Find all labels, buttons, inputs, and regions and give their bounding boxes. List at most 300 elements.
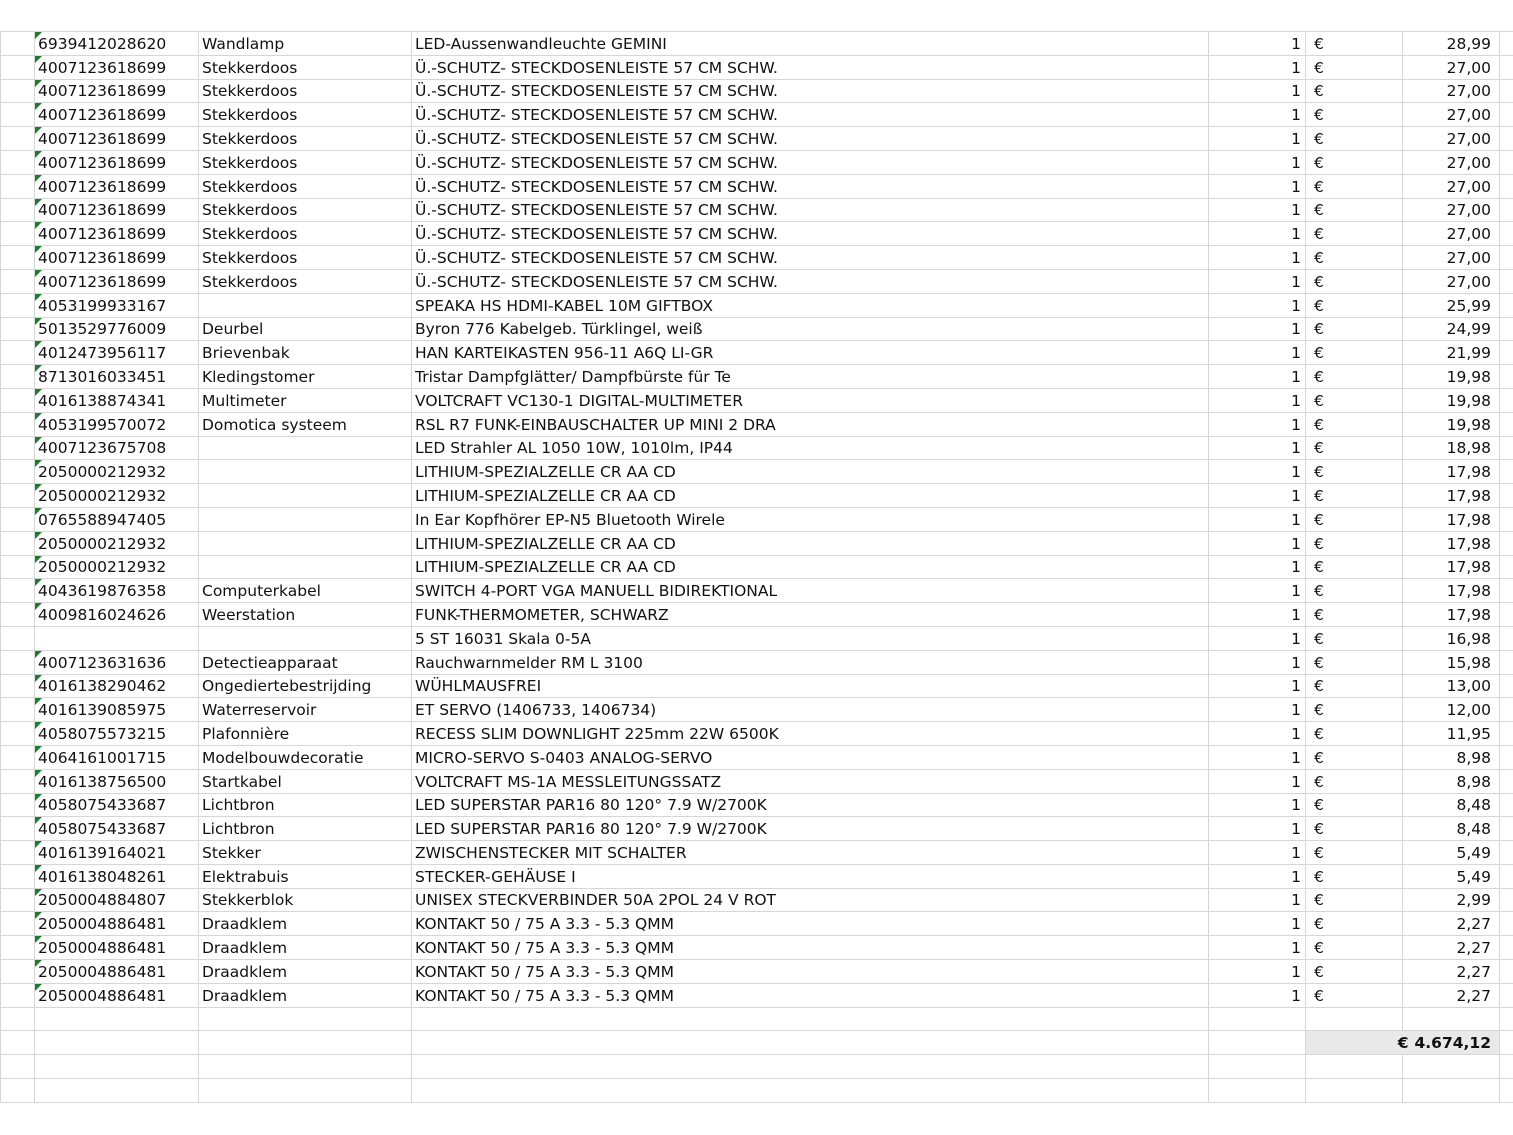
amount-cell[interactable]: 2,27 [1403, 912, 1500, 936]
currency-cell[interactable]: € [1306, 769, 1403, 793]
currency-cell[interactable]: € [1306, 365, 1403, 389]
quantity-cell[interactable]: 1 [1209, 864, 1306, 888]
description-cell[interactable]: Ü.-SCHUTZ- STECKDOSENLEISTE 57 CM SCHW. [412, 222, 1209, 246]
category-cell[interactable]: Modelbouwdecoratie [199, 745, 412, 769]
currency-cell[interactable]: € [1306, 436, 1403, 460]
category-cell[interactable]: Domotica systeem [199, 412, 412, 436]
amount-cell[interactable]: 11,95 [1403, 722, 1500, 746]
empty-cell[interactable] [1500, 745, 1513, 769]
currency-cell[interactable]: € [1306, 531, 1403, 555]
empty-cell[interactable] [1500, 55, 1513, 79]
category-cell[interactable]: Stekkerblok [199, 888, 412, 912]
empty-cell[interactable] [1500, 722, 1513, 746]
empty-cell[interactable] [1500, 912, 1513, 936]
quantity-cell[interactable]: 1 [1209, 341, 1306, 365]
ean-cell[interactable]: 4016138048261 [35, 864, 199, 888]
row-gutter-cell[interactable] [1, 198, 35, 222]
category-cell[interactable] [199, 293, 412, 317]
ean-cell[interactable]: 4016138756500 [35, 769, 199, 793]
amount-cell[interactable]: 8,48 [1403, 817, 1500, 841]
empty-cell[interactable] [1500, 174, 1513, 198]
ean-cell[interactable]: 2050004886481 [35, 983, 199, 1007]
currency-cell[interactable]: € [1306, 103, 1403, 127]
quantity-cell[interactable]: 1 [1209, 127, 1306, 151]
category-cell[interactable]: Lichtbron [199, 793, 412, 817]
currency-cell[interactable]: € [1306, 341, 1403, 365]
currency-cell[interactable]: € [1306, 579, 1403, 603]
quantity-cell[interactable]: 1 [1209, 484, 1306, 508]
amount-cell[interactable]: 19,98 [1403, 388, 1500, 412]
amount-cell[interactable]: 17,98 [1403, 603, 1500, 627]
quantity-cell[interactable]: 1 [1209, 293, 1306, 317]
ean-cell[interactable]: 4007123618699 [35, 246, 199, 270]
row-gutter-cell[interactable] [1, 412, 35, 436]
empty-cell[interactable] [1500, 150, 1513, 174]
empty-cell[interactable] [1500, 79, 1513, 103]
quantity-cell[interactable]: 1 [1209, 55, 1306, 79]
amount-cell[interactable]: 27,00 [1403, 174, 1500, 198]
quantity-cell[interactable]: 1 [1209, 817, 1306, 841]
row-gutter-cell[interactable] [1, 269, 35, 293]
quantity-cell[interactable]: 1 [1209, 436, 1306, 460]
row-gutter-cell[interactable] [1, 55, 35, 79]
quantity-cell[interactable]: 1 [1209, 579, 1306, 603]
ean-cell[interactable]: 4012473956117 [35, 341, 199, 365]
empty-cell[interactable] [1500, 555, 1513, 579]
description-cell[interactable]: ZWISCHENSTECKER MIT SCHALTER [412, 841, 1209, 865]
amount-cell[interactable]: 16,98 [1403, 626, 1500, 650]
description-cell[interactable]: RSL R7 FUNK-EINBAUSCHALTER UP MINI 2 DRA [412, 412, 1209, 436]
empty-cell[interactable] [1209, 1031, 1306, 1055]
category-cell[interactable]: Lichtbron [199, 817, 412, 841]
ean-cell[interactable]: 4053199933167 [35, 293, 199, 317]
currency-cell[interactable]: € [1306, 222, 1403, 246]
category-cell[interactable]: Multimeter [199, 388, 412, 412]
ean-cell[interactable]: 2050000212932 [35, 531, 199, 555]
quantity-cell[interactable]: 1 [1209, 460, 1306, 484]
currency-cell[interactable]: € [1306, 841, 1403, 865]
currency-cell[interactable]: € [1306, 793, 1403, 817]
currency-cell[interactable]: € [1306, 412, 1403, 436]
quantity-cell[interactable]: 1 [1209, 603, 1306, 627]
ean-cell[interactable]: 2050004884807 [35, 888, 199, 912]
currency-cell[interactable]: € [1306, 650, 1403, 674]
empty-cell[interactable] [1, 1055, 35, 1079]
empty-cell[interactable] [1500, 293, 1513, 317]
category-cell[interactable]: Kledingstomer [199, 365, 412, 389]
quantity-cell[interactable]: 1 [1209, 198, 1306, 222]
category-cell[interactable]: Deurbel [199, 317, 412, 341]
currency-cell[interactable]: € [1306, 484, 1403, 508]
currency-cell[interactable]: € [1306, 55, 1403, 79]
row-gutter-cell[interactable] [1, 365, 35, 389]
row-gutter-cell[interactable] [1, 745, 35, 769]
empty-cell[interactable] [1500, 1055, 1513, 1079]
empty-cell[interactable] [1500, 32, 1513, 56]
currency-cell[interactable]: € [1306, 32, 1403, 56]
description-cell[interactable]: Ü.-SCHUTZ- STECKDOSENLEISTE 57 CM SCHW. [412, 55, 1209, 79]
empty-cell[interactable] [199, 1079, 412, 1103]
ean-cell[interactable]: 4007123618699 [35, 222, 199, 246]
amount-cell[interactable]: 18,98 [1403, 436, 1500, 460]
empty-cell[interactable] [1, 1007, 35, 1031]
ean-cell[interactable]: 4007123675708 [35, 436, 199, 460]
category-cell[interactable] [199, 436, 412, 460]
quantity-cell[interactable]: 1 [1209, 246, 1306, 270]
empty-cell[interactable] [1500, 698, 1513, 722]
row-gutter-cell[interactable] [1, 484, 35, 508]
row-gutter-cell[interactable] [1, 769, 35, 793]
description-cell[interactable]: Ü.-SCHUTZ- STECKDOSENLEISTE 57 CM SCHW. [412, 198, 1209, 222]
category-cell[interactable]: Stekkerdoos [199, 222, 412, 246]
row-gutter-cell[interactable] [1, 531, 35, 555]
category-cell[interactable]: Stekkerdoos [199, 127, 412, 151]
description-cell[interactable]: KONTAKT 50 / 75 A 3.3 - 5.3 QMM [412, 936, 1209, 960]
currency-cell[interactable]: € [1306, 555, 1403, 579]
quantity-cell[interactable]: 1 [1209, 150, 1306, 174]
empty-cell[interactable] [1500, 531, 1513, 555]
amount-cell[interactable]: 24,99 [1403, 317, 1500, 341]
empty-cell[interactable] [1500, 1007, 1513, 1031]
currency-cell[interactable]: € [1306, 674, 1403, 698]
row-gutter-cell[interactable] [1, 722, 35, 746]
currency-cell[interactable]: € [1306, 150, 1403, 174]
category-cell[interactable]: Computerkabel [199, 579, 412, 603]
category-cell[interactable]: Wandlamp [199, 32, 412, 56]
quantity-cell[interactable]: 1 [1209, 103, 1306, 127]
empty-cell[interactable] [35, 1079, 199, 1103]
amount-cell[interactable]: 17,98 [1403, 507, 1500, 531]
empty-cell[interactable] [1500, 1031, 1513, 1055]
amount-cell[interactable]: 5,49 [1403, 864, 1500, 888]
quantity-cell[interactable]: 1 [1209, 793, 1306, 817]
ean-cell[interactable]: 4007123631636 [35, 650, 199, 674]
ean-cell[interactable]: 4016138290462 [35, 674, 199, 698]
description-cell[interactable]: Tristar Dampfglätter/ Dampfbürste für Te [412, 365, 1209, 389]
amount-cell[interactable]: 15,98 [1403, 650, 1500, 674]
empty-cell[interactable] [1209, 1055, 1306, 1079]
amount-cell[interactable]: 27,00 [1403, 55, 1500, 79]
category-cell[interactable]: Draadklem [199, 912, 412, 936]
currency-cell[interactable]: € [1306, 745, 1403, 769]
empty-cell[interactable] [1500, 793, 1513, 817]
row-gutter-cell[interactable] [1, 127, 35, 151]
amount-cell[interactable]: 12,00 [1403, 698, 1500, 722]
amount-cell[interactable]: 27,00 [1403, 198, 1500, 222]
empty-cell[interactable] [1500, 222, 1513, 246]
description-cell[interactable]: VOLTCRAFT MS-1A MESSLEITUNGSSATZ [412, 769, 1209, 793]
amount-cell[interactable]: 25,99 [1403, 293, 1500, 317]
row-gutter-cell[interactable] [1, 698, 35, 722]
empty-cell[interactable] [1500, 864, 1513, 888]
description-cell[interactable]: SWITCH 4-PORT VGA MANUELL BIDIREKTIONAL [412, 579, 1209, 603]
empty-cell[interactable] [199, 1007, 412, 1031]
amount-cell[interactable]: 27,00 [1403, 103, 1500, 127]
quantity-cell[interactable]: 1 [1209, 626, 1306, 650]
quantity-cell[interactable]: 1 [1209, 174, 1306, 198]
description-cell[interactable]: LITHIUM-SPEZIALZELLE CR AA CD [412, 531, 1209, 555]
amount-cell[interactable]: 19,98 [1403, 365, 1500, 389]
category-cell[interactable]: Ongediertebestrijding [199, 674, 412, 698]
empty-cell[interactable] [1500, 650, 1513, 674]
ean-cell[interactable]: 0765588947405 [35, 507, 199, 531]
category-cell[interactable]: Plafonnière [199, 722, 412, 746]
amount-cell[interactable]: 28,99 [1403, 32, 1500, 56]
empty-cell[interactable] [199, 1031, 412, 1055]
category-cell[interactable]: Stekkerdoos [199, 55, 412, 79]
empty-cell[interactable] [1500, 626, 1513, 650]
category-cell[interactable]: Brievenbak [199, 341, 412, 365]
currency-cell[interactable]: € [1306, 269, 1403, 293]
row-gutter-cell[interactable] [1, 507, 35, 531]
amount-cell[interactable]: 27,00 [1403, 222, 1500, 246]
empty-cell[interactable] [1500, 983, 1513, 1007]
category-cell[interactable]: Waterreservoir [199, 698, 412, 722]
amount-cell[interactable]: 27,00 [1403, 79, 1500, 103]
description-cell[interactable]: Ü.-SCHUTZ- STECKDOSENLEISTE 57 CM SCHW. [412, 79, 1209, 103]
category-cell[interactable]: Stekkerdoos [199, 174, 412, 198]
empty-cell[interactable] [1306, 1007, 1403, 1031]
ean-cell[interactable]: 4016138874341 [35, 388, 199, 412]
ean-cell[interactable]: 4016139164021 [35, 841, 199, 865]
category-cell[interactable]: Stekkerdoos [199, 246, 412, 270]
description-cell[interactable]: VOLTCRAFT VC130-1 DIGITAL-MULTIMETER [412, 388, 1209, 412]
ean-cell[interactable]: 4058075433687 [35, 817, 199, 841]
currency-cell[interactable]: € [1306, 960, 1403, 984]
currency-cell[interactable]: € [1306, 174, 1403, 198]
row-gutter-cell[interactable] [1, 293, 35, 317]
currency-cell[interactable]: € [1306, 983, 1403, 1007]
ean-cell[interactable]: 4009816024626 [35, 603, 199, 627]
currency-cell[interactable]: € [1306, 246, 1403, 270]
empty-cell[interactable] [1500, 960, 1513, 984]
quantity-cell[interactable]: 1 [1209, 650, 1306, 674]
empty-cell[interactable] [1500, 365, 1513, 389]
currency-cell[interactable]: € [1306, 198, 1403, 222]
quantity-cell[interactable]: 1 [1209, 365, 1306, 389]
category-cell[interactable]: Draadklem [199, 936, 412, 960]
empty-cell[interactable] [1500, 127, 1513, 151]
description-cell[interactable]: LED SUPERSTAR PAR16 80 120° 7.9 W/2700K [412, 817, 1209, 841]
quantity-cell[interactable]: 1 [1209, 745, 1306, 769]
amount-cell[interactable]: 27,00 [1403, 246, 1500, 270]
grand-total-cell[interactable] [1306, 1031, 1500, 1055]
empty-cell[interactable] [1500, 460, 1513, 484]
currency-cell[interactable]: € [1306, 317, 1403, 341]
ean-cell[interactable]: 4007123618699 [35, 79, 199, 103]
quantity-cell[interactable]: 1 [1209, 936, 1306, 960]
row-gutter-cell[interactable] [1, 864, 35, 888]
empty-cell[interactable] [1500, 507, 1513, 531]
amount-cell[interactable]: 2,27 [1403, 936, 1500, 960]
quantity-cell[interactable]: 1 [1209, 698, 1306, 722]
description-cell[interactable]: Ü.-SCHUTZ- STECKDOSENLEISTE 57 CM SCHW. [412, 246, 1209, 270]
empty-cell[interactable] [1500, 579, 1513, 603]
description-cell[interactable]: Ü.-SCHUTZ- STECKDOSENLEISTE 57 CM SCHW. [412, 127, 1209, 151]
amount-cell[interactable]: 27,00 [1403, 269, 1500, 293]
empty-cell[interactable] [1306, 1079, 1403, 1103]
description-cell[interactable]: Ü.-SCHUTZ- STECKDOSENLEISTE 57 CM SCHW. [412, 269, 1209, 293]
ean-cell[interactable]: 8713016033451 [35, 365, 199, 389]
row-gutter-cell[interactable] [1, 817, 35, 841]
quantity-cell[interactable]: 1 [1209, 269, 1306, 293]
quantity-cell[interactable]: 1 [1209, 983, 1306, 1007]
currency-cell[interactable]: € [1306, 127, 1403, 151]
quantity-cell[interactable]: 1 [1209, 32, 1306, 56]
currency-cell[interactable]: € [1306, 79, 1403, 103]
empty-cell[interactable] [1403, 1007, 1500, 1031]
row-gutter-cell[interactable] [1, 912, 35, 936]
currency-cell[interactable]: € [1306, 603, 1403, 627]
row-gutter-cell[interactable] [1, 626, 35, 650]
currency-cell[interactable]: € [1306, 912, 1403, 936]
quantity-cell[interactable]: 1 [1209, 222, 1306, 246]
amount-cell[interactable]: 13,00 [1403, 674, 1500, 698]
category-cell[interactable]: Startkabel [199, 769, 412, 793]
quantity-cell[interactable]: 1 [1209, 388, 1306, 412]
empty-cell[interactable] [1500, 841, 1513, 865]
description-cell[interactable]: FUNK-THERMOMETER, SCHWARZ [412, 603, 1209, 627]
empty-cell[interactable] [1500, 769, 1513, 793]
category-cell[interactable]: Weerstation [199, 603, 412, 627]
row-gutter-cell[interactable] [1, 960, 35, 984]
currency-cell[interactable]: € [1306, 936, 1403, 960]
ean-cell[interactable]: 4058075573215 [35, 722, 199, 746]
description-cell[interactable]: Ü.-SCHUTZ- STECKDOSENLEISTE 57 CM SCHW. [412, 103, 1209, 127]
amount-cell[interactable]: 8,98 [1403, 769, 1500, 793]
ean-cell[interactable]: 4007123618699 [35, 103, 199, 127]
description-cell[interactable]: LED Strahler AL 1050 10W, 1010lm, IP44 [412, 436, 1209, 460]
row-gutter-cell[interactable] [1, 79, 35, 103]
description-cell[interactable]: MICRO-SERVO S-0403 ANALOG-SERVO [412, 745, 1209, 769]
ean-cell[interactable]: 4043619876358 [35, 579, 199, 603]
ean-cell[interactable]: 2050000212932 [35, 484, 199, 508]
empty-cell[interactable] [1403, 1055, 1500, 1079]
description-cell[interactable]: HAN KARTEIKASTEN 956-11 A6Q LI-GR [412, 341, 1209, 365]
row-gutter-cell[interactable] [1, 603, 35, 627]
currency-cell[interactable]: € [1306, 507, 1403, 531]
currency-cell[interactable]: € [1306, 388, 1403, 412]
category-cell[interactable]: Draadklem [199, 983, 412, 1007]
quantity-cell[interactable]: 1 [1209, 722, 1306, 746]
quantity-cell[interactable]: 1 [1209, 960, 1306, 984]
quantity-cell[interactable]: 1 [1209, 769, 1306, 793]
empty-cell[interactable] [1500, 198, 1513, 222]
empty-cell[interactable] [412, 1055, 1209, 1079]
ean-cell[interactable]: 2050004886481 [35, 936, 199, 960]
category-cell[interactable]: Elektrabuis [199, 864, 412, 888]
description-cell[interactable]: ET SERVO (1406733, 1406734) [412, 698, 1209, 722]
amount-cell[interactable]: 19,98 [1403, 412, 1500, 436]
category-cell[interactable] [199, 555, 412, 579]
quantity-cell[interactable]: 1 [1209, 412, 1306, 436]
description-cell[interactable]: LITHIUM-SPEZIALZELLE CR AA CD [412, 484, 1209, 508]
category-cell[interactable]: Stekkerdoos [199, 198, 412, 222]
currency-cell[interactable]: € [1306, 817, 1403, 841]
empty-cell[interactable] [1500, 1079, 1513, 1103]
currency-cell[interactable]: € [1306, 698, 1403, 722]
empty-cell[interactable] [1500, 436, 1513, 460]
empty-cell[interactable] [35, 1031, 199, 1055]
quantity-cell[interactable]: 1 [1209, 912, 1306, 936]
row-gutter-cell[interactable] [1, 674, 35, 698]
empty-cell[interactable] [1, 1079, 35, 1103]
ean-cell[interactable]: 4007123618699 [35, 55, 199, 79]
currency-cell[interactable]: € [1306, 626, 1403, 650]
ean-cell[interactable] [35, 626, 199, 650]
description-cell[interactable]: KONTAKT 50 / 75 A 3.3 - 5.3 QMM [412, 983, 1209, 1007]
empty-cell[interactable] [1500, 103, 1513, 127]
category-cell[interactable] [199, 626, 412, 650]
description-cell[interactable]: LITHIUM-SPEZIALZELLE CR AA CD [412, 460, 1209, 484]
ean-cell[interactable]: 2050000212932 [35, 460, 199, 484]
row-gutter-cell[interactable] [1, 103, 35, 127]
amount-cell[interactable]: 17,98 [1403, 579, 1500, 603]
description-cell[interactable]: UNISEX STECKVERBINDER 50A 2POL 24 V ROT [412, 888, 1209, 912]
row-gutter-cell[interactable] [1, 983, 35, 1007]
currency-cell[interactable]: € [1306, 293, 1403, 317]
ean-cell[interactable]: 4064161001715 [35, 745, 199, 769]
currency-cell[interactable]: € [1306, 460, 1403, 484]
row-gutter-cell[interactable] [1, 222, 35, 246]
empty-cell[interactable] [1500, 603, 1513, 627]
description-cell[interactable]: Ü.-SCHUTZ- STECKDOSENLEISTE 57 CM SCHW. [412, 150, 1209, 174]
empty-cell[interactable] [1, 1031, 35, 1055]
category-cell[interactable]: Stekkerdoos [199, 150, 412, 174]
empty-cell[interactable] [1209, 1079, 1306, 1103]
amount-cell[interactable]: 8,48 [1403, 793, 1500, 817]
amount-cell[interactable]: 17,98 [1403, 460, 1500, 484]
empty-cell[interactable] [1209, 1007, 1306, 1031]
category-cell[interactable]: Draadklem [199, 960, 412, 984]
quantity-cell[interactable]: 1 [1209, 531, 1306, 555]
category-cell[interactable] [199, 484, 412, 508]
empty-cell[interactable] [1500, 246, 1513, 270]
description-cell[interactable]: LED SUPERSTAR PAR16 80 120° 7.9 W/2700K [412, 793, 1209, 817]
ean-cell[interactable]: 4007123618699 [35, 198, 199, 222]
row-gutter-cell[interactable] [1, 341, 35, 365]
quantity-cell[interactable]: 1 [1209, 841, 1306, 865]
empty-cell[interactable] [1500, 484, 1513, 508]
empty-cell[interactable] [1500, 674, 1513, 698]
row-gutter-cell[interactable] [1, 317, 35, 341]
empty-cell[interactable] [1500, 388, 1513, 412]
ean-cell[interactable]: 4007123618699 [35, 127, 199, 151]
quantity-cell[interactable]: 1 [1209, 674, 1306, 698]
description-cell[interactable]: KONTAKT 50 / 75 A 3.3 - 5.3 QMM [412, 960, 1209, 984]
empty-cell[interactable] [1403, 1079, 1500, 1103]
empty-cell[interactable] [1500, 412, 1513, 436]
amount-cell[interactable]: 21,99 [1403, 341, 1500, 365]
empty-cell[interactable] [35, 1055, 199, 1079]
category-cell[interactable]: Stekkerdoos [199, 103, 412, 127]
description-cell[interactable]: STECKER-GEHÄUSE I [412, 864, 1209, 888]
quantity-cell[interactable]: 1 [1209, 888, 1306, 912]
row-gutter-cell[interactable] [1, 174, 35, 198]
amount-cell[interactable]: 27,00 [1403, 127, 1500, 151]
row-gutter-cell[interactable] [1, 793, 35, 817]
row-gutter-cell[interactable] [1, 436, 35, 460]
row-gutter-cell[interactable] [1, 32, 35, 56]
quantity-cell[interactable]: 1 [1209, 507, 1306, 531]
category-cell[interactable] [199, 460, 412, 484]
ean-cell[interactable]: 6939412028620 [35, 32, 199, 56]
quantity-cell[interactable]: 1 [1209, 555, 1306, 579]
ean-cell[interactable]: 4016139085975 [35, 698, 199, 722]
ean-cell[interactable]: 4007123618699 [35, 269, 199, 293]
row-gutter-cell[interactable] [1, 388, 35, 412]
row-gutter-cell[interactable] [1, 460, 35, 484]
